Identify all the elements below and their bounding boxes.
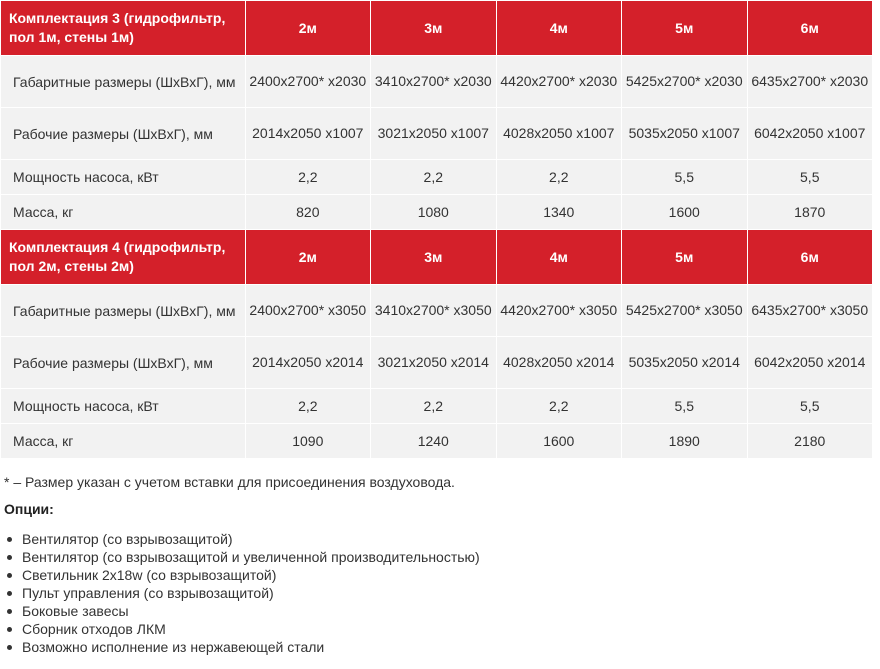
table-row: [1, 160, 873, 195]
table-cell: 4420х2700* х2030: [496, 56, 621, 108]
table-cell: 2,2: [371, 389, 496, 424]
table-cell: 5,5: [622, 389, 747, 424]
table-cell: 1600: [496, 424, 621, 459]
options-list: [6, 530, 480, 656]
table-cell: 820: [245, 195, 370, 230]
table-cell: 1340: [496, 195, 621, 230]
table-cell: 2400х2700* х2030: [245, 56, 370, 108]
table-cell: 2,2: [371, 160, 496, 195]
row-label: Масса, кг: [1, 424, 246, 459]
table-row: [1, 108, 873, 160]
list-item: [6, 602, 480, 620]
table-row: [1, 285, 873, 337]
size-header: 4м: [496, 230, 621, 285]
table-cell: 3021х2050 х2014: [371, 337, 496, 389]
table-row: [1, 56, 873, 108]
footnote: * – Размер указан с учетом вставки для присоединения воздуховода.: [4, 474, 455, 490]
table-cell: 5035х2050 х1007: [622, 108, 747, 160]
table-cell: 1600: [622, 195, 747, 230]
size-header: 4м: [496, 1, 621, 56]
row-label: Рабочие размеры (ШхВхГ), мм: [1, 108, 246, 160]
table-cell: 2,2: [245, 160, 370, 195]
table-cell: 6435х2700* х3050: [747, 285, 873, 337]
table-cell: 1870: [747, 195, 873, 230]
table-cell: 3021х2050 х1007: [371, 108, 496, 160]
list-item: [6, 566, 480, 584]
table-cell: 2014х2050 х1007: [245, 108, 370, 160]
option-label: Вентилятор (со взрывозащитой и увеличенной производительностью): [22, 549, 480, 565]
table-cell: 5425х2700* х2030: [622, 56, 747, 108]
row-label: Габаритные размеры (ШхВхГ), мм: [1, 285, 246, 337]
table-cell: 6435х2700* х2030: [747, 56, 873, 108]
table-header-row: [1, 230, 873, 285]
table-cell: 4420х2700* х3050: [496, 285, 621, 337]
table-cell: 3410х2700* х3050: [371, 285, 496, 337]
options-title: Опции:: [4, 501, 54, 517]
list-item: [6, 548, 480, 566]
bullet-icon: [7, 537, 12, 542]
table-cell: 2014х2050 х2014: [245, 337, 370, 389]
table-cell: 4028х2050 х2014: [496, 337, 621, 389]
size-header: 3м: [371, 1, 496, 56]
size-header: 6м: [747, 1, 873, 56]
size-header: 2м: [245, 1, 370, 56]
row-label: Рабочие размеры (ШхВхГ), мм: [1, 337, 246, 389]
list-item: [6, 638, 480, 656]
config-title: Комплектация 4 (гидрофильтр, пол 2м, стены 2м): [1, 230, 246, 285]
option-label: Боковые завесы: [22, 603, 129, 619]
table-cell: 5035х2050 х2014: [622, 337, 747, 389]
size-header: 5м: [622, 230, 747, 285]
table-cell: 6042х2050 х2014: [747, 337, 873, 389]
table-cell: 2400х2700* х3050: [245, 285, 370, 337]
size-header: 5м: [622, 1, 747, 56]
row-label: Мощность насоса, кВт: [1, 389, 246, 424]
option-label: Вентилятор (со взрывозащитой): [22, 531, 233, 547]
option-label: Светильник 2х18w (со взрывозащитой): [22, 567, 277, 583]
table-row: [1, 337, 873, 389]
table-cell: 2,2: [496, 389, 621, 424]
table-row: [1, 389, 873, 424]
row-label: Масса, кг: [1, 195, 246, 230]
table-row: [1, 195, 873, 230]
list-item: [6, 620, 480, 638]
config-title: Комплектация 3 (гидрофильтр, пол 1м, стены 1м): [1, 1, 246, 56]
size-header: 6м: [747, 230, 873, 285]
table-row: [1, 424, 873, 459]
size-header: 3м: [371, 230, 496, 285]
option-label: Возможно исполнение из нержавеющей стали: [22, 639, 325, 655]
table-cell: 1240: [371, 424, 496, 459]
table-cell: 2,2: [245, 389, 370, 424]
bullet-icon: [7, 591, 12, 596]
size-header: 2м: [245, 230, 370, 285]
table-header-row: [1, 1, 873, 56]
row-label: Габаритные размеры (ШхВхГ), мм: [1, 56, 246, 108]
list-item: [6, 584, 480, 602]
bullet-icon: [7, 627, 12, 632]
table-cell: 5,5: [747, 389, 873, 424]
bullet-icon: [7, 645, 12, 650]
option-label: Сборник отходов ЛКМ: [22, 621, 166, 637]
table-cell: 6042х2050 х1007: [747, 108, 873, 160]
table-cell: 2,2: [496, 160, 621, 195]
table-cell: 1890: [622, 424, 747, 459]
row-label: Мощность насоса, кВт: [1, 160, 246, 195]
table-cell: 5,5: [622, 160, 747, 195]
table-cell: 1090: [245, 424, 370, 459]
bullet-icon: [7, 609, 12, 614]
list-item: [6, 530, 480, 548]
table-cell: 3410х2700* х2030: [371, 56, 496, 108]
table-cell: 5425х2700* х3050: [622, 285, 747, 337]
table-cell: 4028х2050 х1007: [496, 108, 621, 160]
bullet-icon: [7, 573, 12, 578]
table-cell: 2180: [747, 424, 873, 459]
option-label: Пульт управления (со взрывозащитой): [22, 585, 274, 601]
table-cell: 1080: [371, 195, 496, 230]
bullet-icon: [7, 555, 12, 560]
table-cell: 5,5: [747, 160, 873, 195]
